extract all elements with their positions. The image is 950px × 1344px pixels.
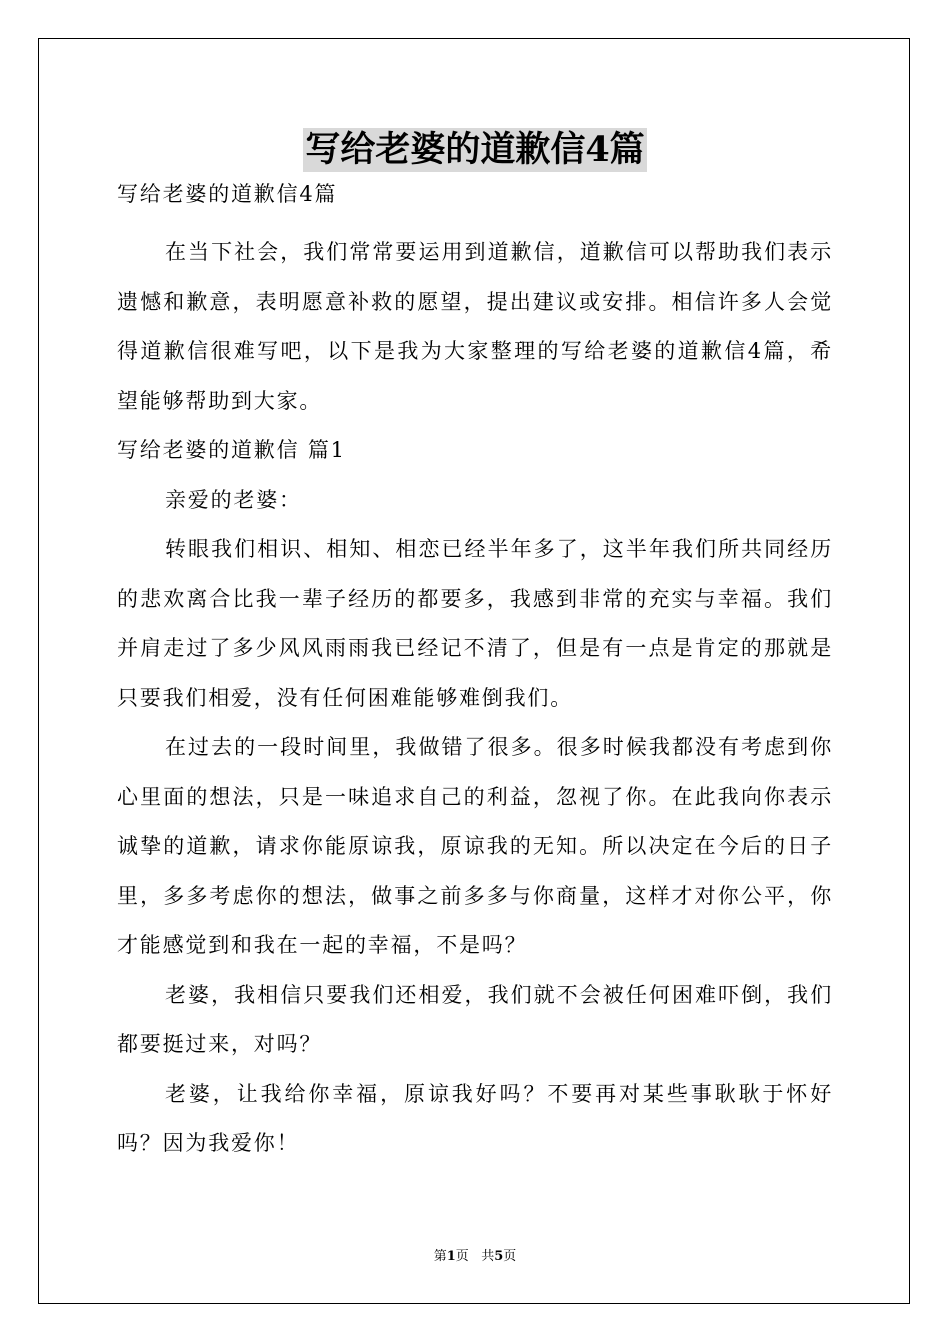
- total-prefix: 共: [481, 1249, 495, 1264]
- body-paragraph-3: 老婆，我相信只要我们还相爱，我们就不会被任何困难吓倒，我们都要挺过来，对吗？: [117, 982, 833, 1056]
- page-total: 5: [494, 1249, 504, 1264]
- page-suffix: 页: [455, 1249, 469, 1264]
- page-footer: [0, 1245, 950, 1264]
- body-paragraph-1: 转眼我们相识、相知、相恋已经半年多了，这半年我们所共同经历的悲欢离合比我一辈子经历的都要多，我感到非常的充实与幸福。我们并肩走过了多少风风雨雨我已经记不清了，但是有一点是肯定的那就是只要我们相爱，没有任何困难能够难倒我们。: [117, 537, 833, 710]
- document-subtitle: 写给老婆的道歉信4篇: [117, 182, 338, 206]
- greeting: 亲爱的老婆：: [165, 487, 302, 512]
- section-heading: 写给老婆的道歉信 篇1: [117, 438, 346, 462]
- document-body: [117, 178, 833, 1169]
- total-suffix: 页: [503, 1249, 517, 1264]
- body-paragraph-4: 老婆，让我给你幸福，原谅我好吗？不要再对某些事耿耿于怀好吗？因为我爱你！: [117, 1081, 833, 1155]
- title-container: [0, 128, 950, 172]
- body-paragraph-2: 在过去的一段时间里，我做错了很多。很多时候我都没有考虑到你心里面的想法，只是一味追求自己的利益，忽视了你。在此我向你表示诚挚的道歉，请求你能原谅我，原谅我的无知。所以决定在今后的日子里，多多考虑你的想法，做事之前多多与你商量，这样才对你公平，你才能感觉到和我在一起的幸福，不是吗？: [117, 735, 833, 957]
- page-current: 1: [446, 1249, 456, 1264]
- page-prefix: 第: [433, 1249, 447, 1264]
- intro-paragraph: 在当下社会，我们常常要运用到道歉信，道歉信可以帮助我们表示遗憾和歉意，表明愿意补救的愿望，提出建议或安排。相信许多人会觉得道歉信很难写吧，以下是我为大家整理的写给老婆的道歉信4篇，希望能够帮助到大家。: [117, 240, 833, 413]
- document-title: 写给老婆的道歉信4篇: [305, 129, 645, 170]
